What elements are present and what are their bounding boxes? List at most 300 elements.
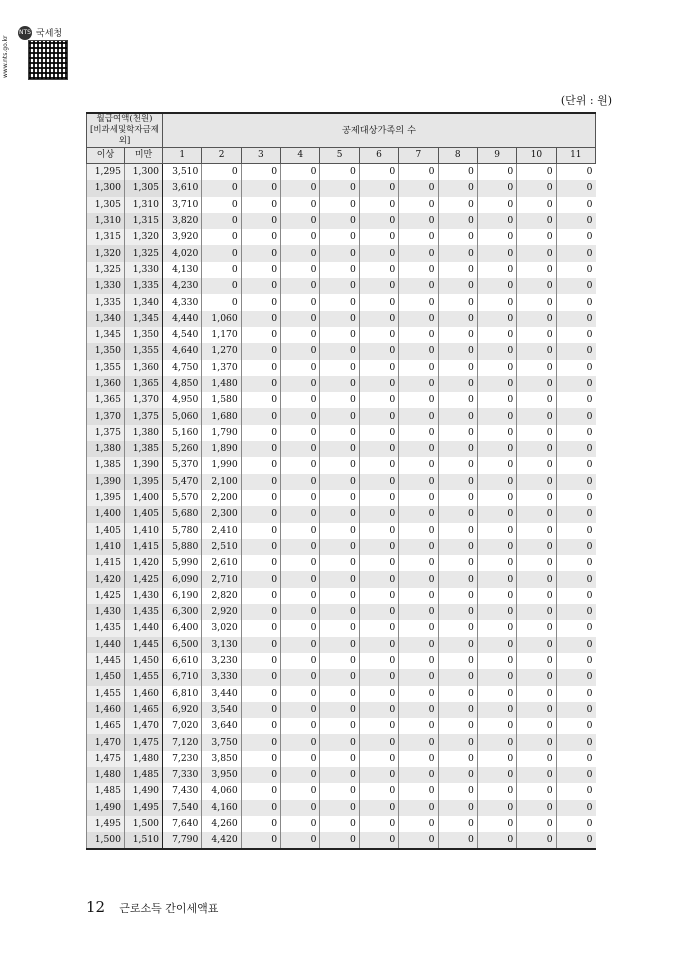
tax-cell: 1,890	[202, 441, 241, 457]
tax-cell: 0	[438, 164, 477, 181]
tax-cell: 0	[399, 718, 438, 734]
table-row	[87, 637, 596, 653]
tax-cell: 0	[359, 343, 398, 359]
tax-cell: 4,230	[163, 278, 202, 294]
tax-cell: 0	[320, 506, 359, 522]
tax-cell: 0	[399, 408, 438, 424]
table-row	[87, 197, 596, 213]
tax-cell: 0	[517, 490, 556, 506]
tax-cell: 0	[477, 702, 516, 718]
tax-cell: 7,120	[163, 734, 202, 750]
tax-cell: 0	[359, 523, 398, 539]
tax-cell: 0	[320, 245, 359, 261]
tax-cell: 2,300	[202, 506, 241, 522]
tax-cell: 3,920	[163, 229, 202, 245]
tax-cell: 0	[517, 294, 556, 310]
tax-cell: 0	[477, 408, 516, 424]
tax-cell: 0	[320, 637, 359, 653]
tax-cell: 0	[438, 197, 477, 213]
tax-cell: 7,640	[163, 816, 202, 832]
tax-cell: 0	[241, 441, 280, 457]
tax-cell: 0	[320, 620, 359, 636]
tax-cell: 7,020	[163, 718, 202, 734]
tax-cell: 0	[438, 832, 477, 849]
tax-cell: 0	[359, 718, 398, 734]
tax-cell: 4,160	[202, 800, 241, 816]
table-row	[87, 555, 596, 571]
tax-cell: 0	[320, 604, 359, 620]
tax-cell: 0	[359, 360, 398, 376]
unit-label: (단위 : 원)	[560, 94, 612, 107]
tax-cell: 0	[359, 327, 398, 343]
tax-cell: 4,060	[202, 783, 241, 799]
tax-cell: 0	[556, 425, 595, 441]
tax-cell: 4,420	[202, 832, 241, 849]
tax-cell: 0	[281, 474, 320, 490]
tax-cell: 6,710	[163, 669, 202, 685]
salary-to-cell: 1,440	[125, 620, 163, 636]
tax-cell: 0	[399, 311, 438, 327]
tax-cell: 0	[556, 245, 595, 261]
tax-cell: 0	[281, 262, 320, 278]
tax-cell: 0	[320, 229, 359, 245]
tax-cell: 0	[241, 457, 280, 473]
tax-cell: 0	[281, 294, 320, 310]
tax-cell: 1,170	[202, 327, 241, 343]
tax-cell: 1,680	[202, 408, 241, 424]
tax-cell: 7,330	[163, 767, 202, 783]
table-row	[87, 457, 596, 473]
tax-cell: 0	[556, 490, 595, 506]
tax-cell: 0	[281, 408, 320, 424]
tax-cell: 6,920	[163, 702, 202, 718]
table-body	[87, 164, 596, 850]
tax-cell: 0	[359, 311, 398, 327]
tax-cell: 3,130	[202, 637, 241, 653]
tax-cell: 0	[517, 686, 556, 702]
tax-cell: 0	[517, 539, 556, 555]
family-col-header: 5	[320, 148, 359, 164]
salary-from-cell: 1,305	[87, 197, 125, 213]
tax-cell: 0	[556, 343, 595, 359]
salary-from-cell: 1,295	[87, 164, 125, 181]
tax-cell: 6,190	[163, 588, 202, 604]
table-row	[87, 327, 596, 343]
table-row	[87, 262, 596, 278]
salary-header-line2: [비과세및학자금제외]	[90, 125, 160, 146]
salary-from-cell: 1,330	[87, 278, 125, 294]
tax-cell: 4,130	[163, 262, 202, 278]
salary-to-cell: 1,400	[125, 490, 163, 506]
tax-cell: 0	[399, 555, 438, 571]
tax-cell: 0	[281, 457, 320, 473]
tax-cell: 0	[320, 669, 359, 685]
tax-cell: 0	[477, 197, 516, 213]
tax-cell: 0	[556, 620, 595, 636]
tax-cell: 0	[202, 262, 241, 278]
tax-cell: 0	[399, 245, 438, 261]
salary-to-cell: 1,410	[125, 523, 163, 539]
salary-from-cell: 1,405	[87, 523, 125, 539]
salary-header-line1: 월급여액(천원)	[96, 114, 153, 124]
tax-cell: 2,610	[202, 555, 241, 571]
tax-cell: 0	[320, 392, 359, 408]
qr-code-icon	[28, 40, 68, 80]
salary-to-cell: 1,415	[125, 539, 163, 555]
salary-from-cell: 1,460	[87, 702, 125, 718]
tax-cell: 0	[399, 751, 438, 767]
tax-cell: 0	[241, 767, 280, 783]
tax-cell: 0	[241, 523, 280, 539]
tax-cell: 0	[477, 262, 516, 278]
tax-cell: 0	[359, 457, 398, 473]
salary-from-cell: 1,445	[87, 653, 125, 669]
tax-cell: 0	[517, 588, 556, 604]
tax-cell: 0	[517, 702, 556, 718]
tax-cell: 0	[517, 327, 556, 343]
tax-cell: 0	[477, 653, 516, 669]
tax-cell: 0	[320, 262, 359, 278]
table-row	[87, 408, 596, 424]
tax-cell: 0	[477, 686, 516, 702]
salary-range-header	[87, 113, 163, 148]
table-row	[87, 588, 596, 604]
tax-cell: 0	[359, 620, 398, 636]
tax-cell: 0	[438, 376, 477, 392]
tax-cell: 0	[320, 474, 359, 490]
salary-to-cell: 1,365	[125, 376, 163, 392]
tax-cell: 0	[556, 229, 595, 245]
tax-cell: 0	[241, 376, 280, 392]
table-row	[87, 669, 596, 685]
tax-cell: 0	[399, 523, 438, 539]
tax-cell: 0	[438, 262, 477, 278]
tax-cell: 0	[556, 474, 595, 490]
salary-from-cell: 1,355	[87, 360, 125, 376]
family-col-header: 9	[477, 148, 516, 164]
tax-cell: 0	[517, 783, 556, 799]
family-col-header: 11	[556, 148, 595, 164]
tax-cell: 0	[320, 571, 359, 587]
salary-to-cell: 1,450	[125, 653, 163, 669]
tax-cell: 0	[399, 490, 438, 506]
tax-cell: 0	[517, 637, 556, 653]
table-row	[87, 800, 596, 816]
salary-from-cell: 1,390	[87, 474, 125, 490]
tax-cell: 0	[281, 164, 320, 181]
tax-table	[86, 112, 596, 850]
tax-cell: 0	[477, 490, 516, 506]
tax-cell: 0	[359, 702, 398, 718]
table-row	[87, 767, 596, 783]
family-col-header: 3	[241, 148, 280, 164]
salary-to-cell: 1,480	[125, 751, 163, 767]
tax-cell: 0	[438, 408, 477, 424]
salary-to-cell: 1,385	[125, 441, 163, 457]
tax-cell: 0	[399, 669, 438, 685]
tax-cell: 0	[359, 392, 398, 408]
agency-name: 국세청	[36, 29, 63, 39]
tax-cell: 0	[399, 783, 438, 799]
tax-cell: 0	[438, 604, 477, 620]
tax-cell: 4,750	[163, 360, 202, 376]
tax-cell: 0	[438, 360, 477, 376]
tax-cell: 0	[359, 506, 398, 522]
tax-cell: 0	[320, 523, 359, 539]
tax-cell: 0	[556, 376, 595, 392]
tax-cell: 0	[438, 620, 477, 636]
tax-cell: 1,370	[202, 360, 241, 376]
tax-cell: 0	[477, 718, 516, 734]
tax-cell: 0	[359, 783, 398, 799]
tax-cell: 0	[241, 800, 280, 816]
tax-cell: 0	[438, 245, 477, 261]
table-row	[87, 441, 596, 457]
tax-cell: 0	[320, 425, 359, 441]
tax-cell: 0	[517, 457, 556, 473]
tax-cell: 0	[517, 604, 556, 620]
tax-cell: 0	[241, 555, 280, 571]
tax-cell: 0	[399, 229, 438, 245]
tax-cell: 0	[517, 278, 556, 294]
salary-to-cell: 1,395	[125, 474, 163, 490]
salary-from-cell: 1,415	[87, 555, 125, 571]
tax-cell: 0	[399, 506, 438, 522]
salary-to-cell: 1,405	[125, 506, 163, 522]
salary-to-cell: 1,425	[125, 571, 163, 587]
tax-cell: 3,610	[163, 180, 202, 196]
tax-cell: 4,850	[163, 376, 202, 392]
tax-cell: 2,710	[202, 571, 241, 587]
tax-cell: 0	[438, 229, 477, 245]
tax-cell: 4,440	[163, 311, 202, 327]
table-row	[87, 620, 596, 636]
table-row	[87, 783, 596, 799]
salary-to-cell: 1,355	[125, 343, 163, 359]
tax-cell: 0	[438, 474, 477, 490]
salary-to-cell: 1,335	[125, 278, 163, 294]
salary-from-cell: 1,495	[87, 816, 125, 832]
salary-from-cell: 1,470	[87, 734, 125, 750]
tax-cell: 0	[517, 180, 556, 196]
tax-cell: 0	[556, 197, 595, 213]
tax-cell: 0	[241, 408, 280, 424]
salary-to-cell: 1,420	[125, 555, 163, 571]
tax-cell: 5,370	[163, 457, 202, 473]
table-row	[87, 571, 596, 587]
tax-cell: 0	[281, 441, 320, 457]
tax-cell: 0	[281, 637, 320, 653]
tax-cell: 0	[517, 751, 556, 767]
tax-cell: 0	[241, 588, 280, 604]
salary-to-cell: 1,330	[125, 262, 163, 278]
tax-cell: 0	[399, 213, 438, 229]
tax-cell: 0	[517, 262, 556, 278]
tax-cell: 0	[281, 490, 320, 506]
website-url: www.nts.go.kr	[2, 35, 9, 78]
tax-cell: 0	[359, 669, 398, 685]
tax-cell: 0	[359, 637, 398, 653]
tax-cell: 0	[241, 327, 280, 343]
tax-cell: 5,470	[163, 474, 202, 490]
tax-cell: 0	[477, 278, 516, 294]
salary-to-cell: 1,435	[125, 604, 163, 620]
salary-to-cell: 1,325	[125, 245, 163, 261]
tax-cell: 0	[359, 164, 398, 181]
tax-cell: 0	[359, 653, 398, 669]
table-row	[87, 832, 596, 849]
tax-cell: 0	[320, 555, 359, 571]
tax-cell: 6,090	[163, 571, 202, 587]
salary-from-cell: 1,360	[87, 376, 125, 392]
tax-cell: 6,610	[163, 653, 202, 669]
family-col-header: 4	[281, 148, 320, 164]
tax-cell: 0	[477, 783, 516, 799]
salary-from-cell: 1,435	[87, 620, 125, 636]
tax-cell: 0	[556, 783, 595, 799]
tax-cell: 0	[320, 441, 359, 457]
salary-from-cell: 1,420	[87, 571, 125, 587]
tax-cell: 0	[517, 653, 556, 669]
salary-from-cell: 1,395	[87, 490, 125, 506]
tax-cell: 2,410	[202, 523, 241, 539]
tax-cell: 0	[320, 197, 359, 213]
tax-cell: 0	[359, 604, 398, 620]
tax-cell: 0	[399, 832, 438, 849]
tax-cell: 0	[359, 588, 398, 604]
salary-to-cell: 1,360	[125, 360, 163, 376]
tax-cell: 0	[281, 180, 320, 196]
tax-cell: 0	[438, 490, 477, 506]
tax-cell: 0	[320, 734, 359, 750]
tax-cell: 0	[241, 278, 280, 294]
table-row	[87, 686, 596, 702]
table-row	[87, 311, 596, 327]
family-col-header: 2	[202, 148, 241, 164]
tax-cell: 0	[359, 441, 398, 457]
tax-cell: 0	[359, 832, 398, 849]
tax-cell: 0	[241, 425, 280, 441]
tax-cell: 0	[281, 832, 320, 849]
table-row	[87, 278, 596, 294]
tax-cell: 0	[477, 816, 516, 832]
salary-from-cell: 1,310	[87, 213, 125, 229]
table-row	[87, 816, 596, 832]
tax-cell: 0	[241, 751, 280, 767]
tax-cell: 0	[241, 294, 280, 310]
tax-cell: 5,160	[163, 425, 202, 441]
tax-cell: 0	[281, 506, 320, 522]
table-row	[87, 474, 596, 490]
salary-to-cell: 1,500	[125, 816, 163, 832]
tax-cell: 0	[556, 669, 595, 685]
family-col-header: 6	[359, 148, 398, 164]
tax-cell: 4,950	[163, 392, 202, 408]
tax-cell: 0	[241, 832, 280, 849]
family-col-header: 8	[438, 148, 477, 164]
salary-from-cell: 1,410	[87, 539, 125, 555]
tax-cell: 0	[399, 262, 438, 278]
tax-cell: 0	[320, 539, 359, 555]
tax-cell: 0	[320, 457, 359, 473]
tax-cell: 1,790	[202, 425, 241, 441]
tax-cell: 0	[399, 539, 438, 555]
tax-cell: 0	[320, 360, 359, 376]
tax-cell: 0	[241, 734, 280, 750]
salary-to-cell: 1,490	[125, 783, 163, 799]
family-col-header: 1	[163, 148, 202, 164]
tax-cell: 3,640	[202, 718, 241, 734]
tax-cell: 0	[399, 816, 438, 832]
tax-cell: 2,510	[202, 539, 241, 555]
tax-cell: 0	[556, 734, 595, 750]
tax-cell: 0	[359, 734, 398, 750]
salary-to-cell: 1,485	[125, 767, 163, 783]
tax-cell: 0	[241, 506, 280, 522]
tax-cell: 0	[241, 311, 280, 327]
tax-cell: 0	[438, 588, 477, 604]
salary-from-cell: 1,490	[87, 800, 125, 816]
tax-cell: 6,810	[163, 686, 202, 702]
tax-cell: 0	[438, 571, 477, 587]
tax-cell: 0	[202, 180, 241, 196]
tax-cell: 0	[359, 800, 398, 816]
tax-cell: 0	[399, 360, 438, 376]
tax-cell: 0	[477, 441, 516, 457]
tax-cell: 0	[281, 653, 320, 669]
salary-from-cell: 1,300	[87, 180, 125, 196]
tax-cell: 0	[281, 702, 320, 718]
tax-cell: 0	[320, 490, 359, 506]
salary-from-cell: 1,315	[87, 229, 125, 245]
tax-cell: 0	[517, 718, 556, 734]
salary-from-cell: 1,425	[87, 588, 125, 604]
table-row	[87, 164, 596, 181]
tax-cell: 7,430	[163, 783, 202, 799]
salary-to-cell: 1,350	[125, 327, 163, 343]
tax-cell: 0	[202, 197, 241, 213]
salary-from-cell: 1,380	[87, 441, 125, 457]
tax-cell: 0	[477, 180, 516, 196]
from-header: 이상	[87, 148, 125, 164]
tax-cell: 0	[438, 702, 477, 718]
tax-cell: 5,880	[163, 539, 202, 555]
tax-cell: 0	[477, 229, 516, 245]
tax-cell: 0	[359, 767, 398, 783]
tax-cell: 0	[517, 392, 556, 408]
tax-cell: 2,820	[202, 588, 241, 604]
tax-cell: 0	[320, 294, 359, 310]
tax-cell: 0	[281, 588, 320, 604]
tax-cell: 0	[438, 392, 477, 408]
tax-cell: 0	[359, 408, 398, 424]
tax-cell: 0	[399, 197, 438, 213]
tax-cell: 6,400	[163, 620, 202, 636]
tax-cell: 0	[477, 669, 516, 685]
tax-cell: 0	[556, 360, 595, 376]
salary-to-cell: 1,495	[125, 800, 163, 816]
tax-cell: 0	[320, 800, 359, 816]
tax-cell: 0	[438, 767, 477, 783]
tax-cell: 0	[241, 213, 280, 229]
tax-cell: 0	[241, 637, 280, 653]
tax-cell: 0	[399, 392, 438, 408]
tax-cell: 0	[556, 571, 595, 587]
tax-cell: 0	[556, 294, 595, 310]
tax-cell: 0	[438, 180, 477, 196]
tax-cell: 0	[399, 180, 438, 196]
tax-cell: 0	[477, 474, 516, 490]
